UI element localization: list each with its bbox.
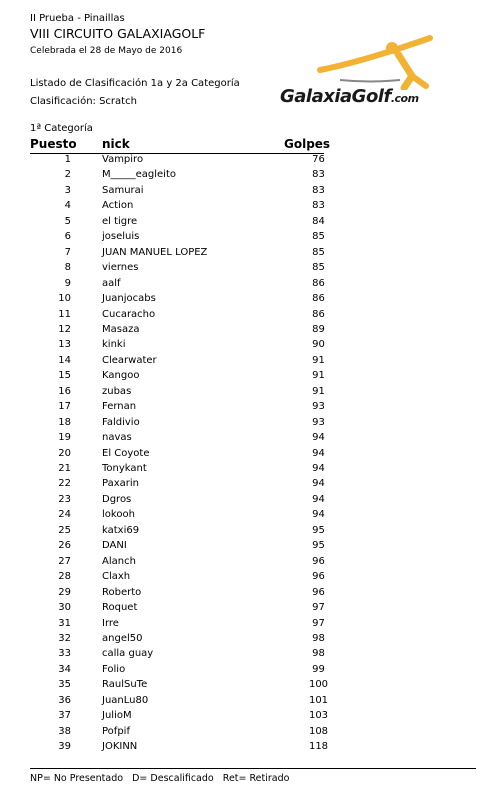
table-row xyxy=(30,291,330,306)
cell-nick: Paxarin xyxy=(102,478,139,490)
logo-wordmark: GalaxiaGolf.com xyxy=(280,86,419,107)
cell-puesto: 21 xyxy=(58,463,71,474)
table-row xyxy=(30,399,330,414)
cell-puesto: 24 xyxy=(58,509,71,521)
cell-puesto: 11 xyxy=(58,308,71,320)
cell-golpes: 89 xyxy=(312,323,325,335)
cell-nick: JOKINN xyxy=(102,741,138,753)
cell-puesto: 12 xyxy=(58,323,71,335)
cell-puesto: 15 xyxy=(58,370,71,382)
cell-nick: Tonykant xyxy=(102,463,147,474)
cell-puesto: 35 xyxy=(58,679,71,691)
table-row xyxy=(30,600,330,615)
cell-golpes: 96 xyxy=(312,555,325,567)
cell-golpes: 100 xyxy=(308,679,329,691)
cell-golpes: 86 xyxy=(312,308,325,320)
cell-golpes: 96 xyxy=(312,571,325,583)
cell-golpes: 95 xyxy=(312,540,325,552)
cell-nick: aalf xyxy=(102,277,121,289)
cell-puesto: 6 xyxy=(64,231,71,243)
cell-nick: Roquet xyxy=(102,602,138,614)
cell-puesto: 25 xyxy=(58,524,71,536)
column-header-puesto: Puesto xyxy=(30,137,77,151)
cell-golpes: 85 xyxy=(312,246,325,258)
table-row xyxy=(30,152,330,167)
cell-nick: M_____eagleito xyxy=(102,169,177,181)
listado-title: Listado de Clasificación 1a y 2a Categoría xyxy=(30,78,240,89)
table-row xyxy=(30,198,330,213)
cell-golpes: 103 xyxy=(308,710,329,722)
table-row xyxy=(30,461,330,476)
cell-golpes: 76 xyxy=(312,154,325,165)
cell-puesto: 30 xyxy=(58,602,71,614)
cell-golpes: 99 xyxy=(312,663,325,675)
table-row xyxy=(30,677,330,692)
table-row xyxy=(30,569,330,584)
cell-nick: navas xyxy=(102,432,132,444)
cell-puesto: 14 xyxy=(58,354,71,366)
cell-golpes: 101 xyxy=(308,694,329,706)
cell-golpes: 91 xyxy=(312,354,325,366)
cell-nick: Kangoo xyxy=(102,370,140,382)
table-row xyxy=(30,368,330,383)
cell-puesto: 1 xyxy=(64,154,71,165)
cell-golpes: 91 xyxy=(312,370,325,382)
cell-puesto: 16 xyxy=(58,385,71,397)
table-row xyxy=(30,322,330,337)
cell-nick: Folio xyxy=(102,663,126,675)
cell-nick: Juanjocabs xyxy=(102,293,156,305)
table-row xyxy=(30,214,330,229)
cell-nick: calla guay xyxy=(102,648,154,660)
prueba-title: II Prueba - Pinaillas xyxy=(30,13,125,24)
cell-golpes: 97 xyxy=(312,602,325,614)
table-row xyxy=(30,492,330,507)
cell-nick: Pofpif xyxy=(102,725,130,737)
column-header-golpes: Golpes xyxy=(284,137,331,151)
cell-golpes: 97 xyxy=(312,617,325,629)
clasificacion-text: Clasificación: Scratch xyxy=(30,96,137,107)
cell-puesto: 29 xyxy=(58,586,71,598)
table-row xyxy=(30,523,330,538)
cell-golpes: 91 xyxy=(312,385,325,397)
cell-puesto: 10 xyxy=(58,293,71,305)
table-row xyxy=(30,446,330,461)
cell-golpes: 86 xyxy=(312,277,325,289)
cell-puesto: 9 xyxy=(64,277,71,289)
cell-puesto: 20 xyxy=(58,447,71,459)
footer-divider xyxy=(30,768,476,769)
cell-nick: Roberto xyxy=(102,586,142,598)
cell-puesto: 22 xyxy=(58,478,71,490)
cell-nick: Masaza xyxy=(102,323,140,335)
cell-golpes: 118 xyxy=(308,741,329,753)
table-row xyxy=(30,183,330,198)
cell-nick: Samurai xyxy=(102,184,144,196)
table-row xyxy=(30,337,330,352)
cell-golpes: 94 xyxy=(312,478,325,490)
cell-nick: joseluis xyxy=(102,231,140,243)
table-row xyxy=(30,739,330,754)
cell-puesto: 18 xyxy=(58,416,71,428)
cell-puesto: 28 xyxy=(58,571,71,583)
cell-nick: el tigre xyxy=(102,215,138,227)
cell-puesto: 32 xyxy=(58,632,71,644)
table-row xyxy=(30,693,330,708)
cell-nick: Irre xyxy=(102,617,119,629)
cell-golpes: 94 xyxy=(312,447,325,459)
cell-nick: Alanch xyxy=(102,555,136,567)
cell-nick: Vampiro xyxy=(102,154,144,165)
cell-puesto: 39 xyxy=(58,741,71,753)
table-row xyxy=(30,646,330,661)
cell-nick: Action xyxy=(102,200,134,212)
cell-puesto: 2 xyxy=(64,169,71,181)
cell-nick: Clearwater xyxy=(102,354,157,366)
cell-puesto: 5 xyxy=(64,215,71,227)
table-row xyxy=(30,538,330,553)
cell-nick: Claxh xyxy=(102,571,131,583)
cell-golpes: 94 xyxy=(312,432,325,444)
galaxiagolf-logo xyxy=(280,30,480,120)
cell-puesto: 34 xyxy=(58,663,71,675)
table-row xyxy=(30,167,330,182)
table-row xyxy=(30,724,330,739)
cell-nick: JuanLu80 xyxy=(102,694,149,706)
table-row xyxy=(30,662,330,677)
cell-nick: viernes xyxy=(102,262,139,274)
table-row xyxy=(30,353,330,368)
cell-golpes: 85 xyxy=(312,231,325,243)
cell-puesto: 17 xyxy=(58,401,71,413)
table-row xyxy=(30,276,330,291)
cell-puesto: 8 xyxy=(64,262,71,274)
table-row xyxy=(30,476,330,491)
cell-nick: kinki xyxy=(102,339,126,351)
table-row xyxy=(30,708,330,723)
table-row xyxy=(30,307,330,322)
cell-puesto: 27 xyxy=(58,555,71,567)
column-header-nick: nick xyxy=(102,137,130,151)
cell-nick: JUAN MANUEL LOPEZ xyxy=(102,246,208,258)
cell-puesto: 19 xyxy=(58,432,71,444)
cell-golpes: 98 xyxy=(312,632,325,644)
cell-puesto: 38 xyxy=(58,725,71,737)
cell-nick: JulioM xyxy=(102,710,132,722)
table-row xyxy=(30,260,330,275)
table-row xyxy=(30,384,330,399)
cell-puesto: 26 xyxy=(58,540,71,552)
cell-golpes: 86 xyxy=(312,293,325,305)
cell-golpes: 94 xyxy=(312,493,325,505)
cell-golpes: 84 xyxy=(312,215,325,227)
table-row xyxy=(30,616,330,631)
cell-nick: El Coyote xyxy=(102,447,150,459)
footer-legend: NP= No Presentado D= Descalificado Ret= Retirado xyxy=(30,773,290,784)
table-row xyxy=(30,245,330,260)
cell-nick: angel50 xyxy=(102,632,143,644)
cell-golpes: 93 xyxy=(312,416,325,428)
cell-nick: Cucaracho xyxy=(102,308,156,320)
cell-golpes: 90 xyxy=(312,339,325,351)
table-row xyxy=(30,507,330,522)
table-row xyxy=(30,554,330,569)
table-row xyxy=(30,229,330,244)
cell-golpes: 94 xyxy=(312,463,325,474)
cell-nick: katxi69 xyxy=(102,524,140,536)
cell-golpes: 96 xyxy=(312,586,325,598)
cell-golpes: 93 xyxy=(312,401,325,413)
cell-puesto: 13 xyxy=(58,339,71,351)
golfer-icon xyxy=(280,30,480,90)
cell-nick: zubas xyxy=(102,385,132,397)
cell-puesto: 31 xyxy=(58,617,71,629)
cell-puesto: 7 xyxy=(64,246,71,258)
cell-golpes: 83 xyxy=(312,200,325,212)
cell-puesto: 33 xyxy=(58,648,71,660)
cell-golpes: 85 xyxy=(312,262,325,274)
cell-puesto: 37 xyxy=(58,710,71,722)
cell-golpes: 98 xyxy=(312,648,325,660)
cell-golpes: 83 xyxy=(312,184,325,196)
cell-golpes: 95 xyxy=(312,524,325,536)
cell-puesto: 3 xyxy=(64,184,71,196)
cell-puesto: 4 xyxy=(64,200,71,212)
circuito-title: VIII CIRCUITO GALAXIAGOLF xyxy=(30,26,206,41)
cell-puesto: 36 xyxy=(58,694,71,706)
cell-golpes: 94 xyxy=(312,509,325,521)
table-row xyxy=(30,430,330,445)
cell-nick: RaulSuTe xyxy=(102,679,148,691)
cell-nick: Dgros xyxy=(102,493,132,505)
table-row xyxy=(30,585,330,600)
cell-nick: Fernan xyxy=(102,401,137,413)
table-row xyxy=(30,631,330,646)
cell-nick: Faldivio xyxy=(102,416,140,428)
cell-golpes: 83 xyxy=(312,169,325,181)
cell-puesto: 23 xyxy=(58,493,71,505)
cell-nick: DANI xyxy=(102,540,127,552)
table-row xyxy=(30,415,330,430)
categoria-heading: 1ª Categoría xyxy=(30,123,93,134)
cell-golpes: 108 xyxy=(308,725,329,737)
fecha-text: Celebrada el 28 de Mayo de 2016 xyxy=(30,46,183,56)
cell-nick: lokooh xyxy=(102,509,135,521)
